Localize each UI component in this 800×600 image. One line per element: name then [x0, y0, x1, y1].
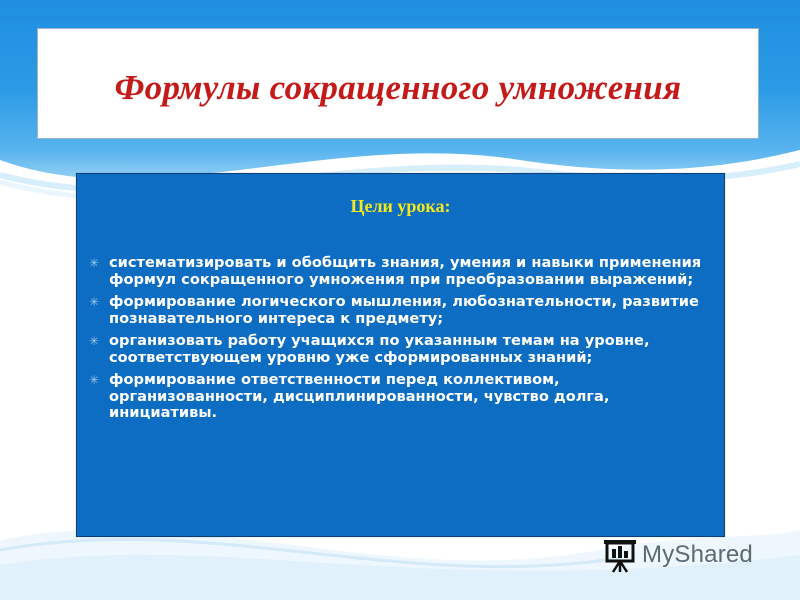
goal-item — [89, 372, 714, 422]
goal-text: организовать работу учащихся по указанным темам на уровне, соответствующем уровню уже сформированных знаний; — [109, 332, 650, 366]
presentation-board-icon — [604, 537, 636, 573]
asterisk-bullet-icon: ✳ — [89, 373, 100, 387]
asterisk-bullet-icon: ✳ — [89, 295, 100, 309]
goal-item — [89, 333, 714, 366]
goal-text: формирование ответственности перед коллективом, организованности, дисциплинированности, чувство долга, инициативы. — [109, 371, 610, 421]
logo-text: MyShared — [642, 541, 753, 568]
title-box — [37, 28, 759, 139]
goals-list — [89, 255, 714, 428]
goal-item — [89, 294, 714, 327]
asterisk-bullet-icon: ✳ — [89, 256, 100, 270]
page-title: Формулы сокращенного умножения — [114, 67, 682, 107]
lesson-goals-panel — [76, 173, 725, 537]
myshared-logo — [604, 537, 753, 573]
goal-item — [89, 255, 714, 288]
goal-text: формирование логического мышления, любознательности, развитие познавательного интереса к предмету; — [109, 293, 699, 327]
asterisk-bullet-icon: ✳ — [89, 334, 100, 348]
goal-text: систематизировать и обобщить знания, умения и навыки применения формул сокращенного умножения при преобразовании выражений; — [109, 254, 702, 288]
goals-heading: Цели урока: — [350, 196, 451, 216]
